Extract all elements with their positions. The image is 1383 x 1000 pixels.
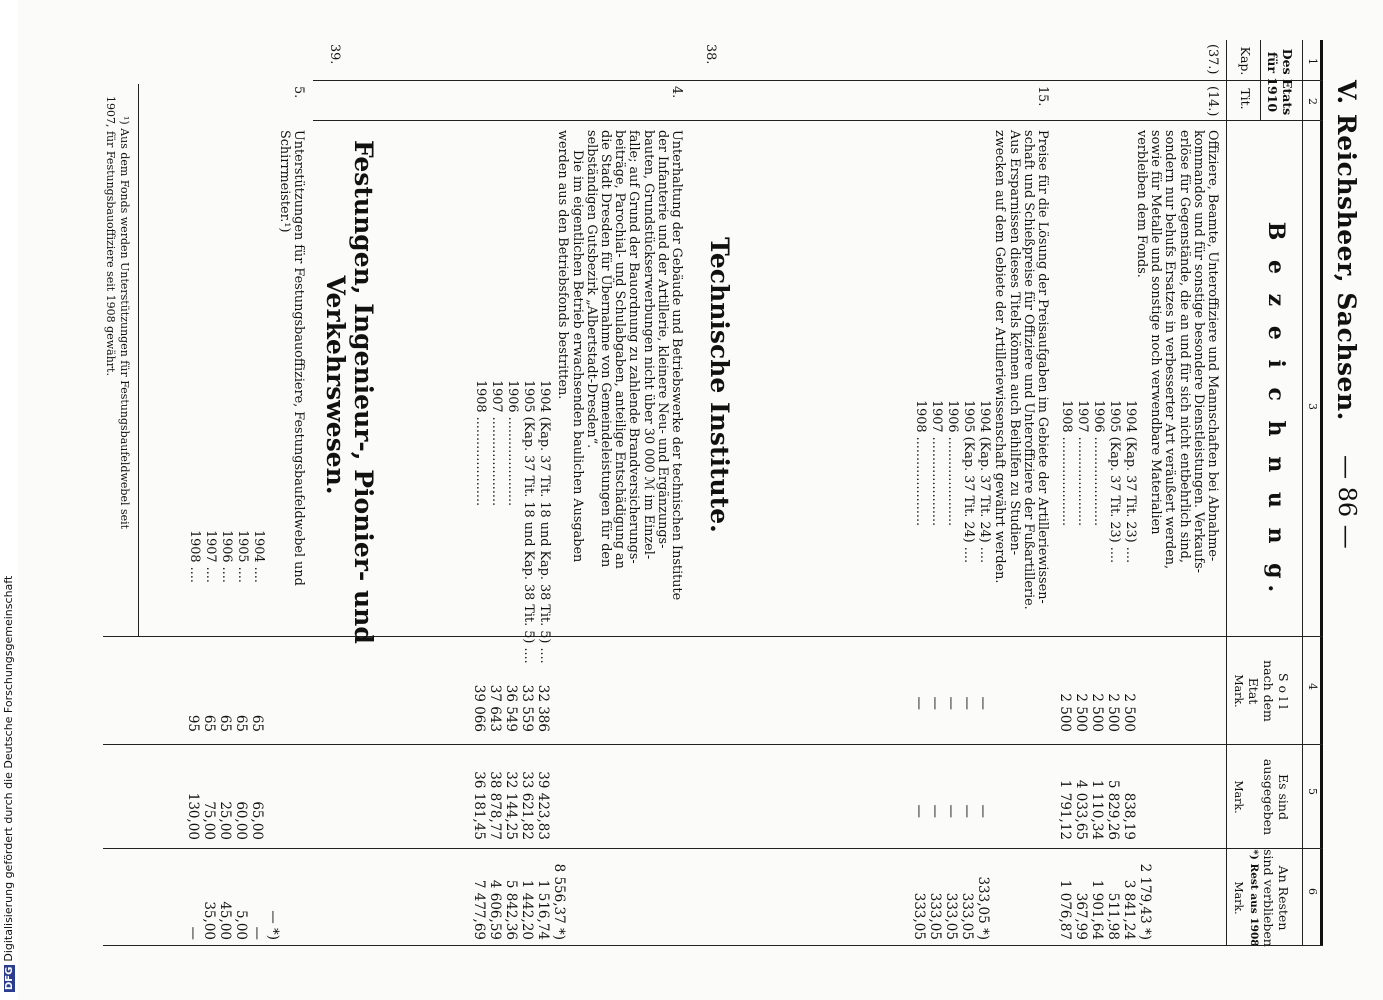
footnote-line: 1907, für Festungsbauoffiziere seit 1908 gewährt.	[104, 96, 117, 376]
soll-value: 2 500	[1057, 693, 1073, 732]
section3-text-line: bauten, Grundstückserwerbungen nicht über 30 000 ℳ im Einzel-	[640, 130, 656, 560]
rest-value: 333,05	[943, 892, 959, 940]
section1-ausgegeben	[1057, 748, 1137, 840]
col5-header	[1231, 744, 1291, 850]
section3-soll	[471, 640, 551, 732]
footnote-line: ¹) Aus dem Fonds werden Unterstützungen für Festungsbaufeldwebel seit	[118, 116, 131, 530]
section3-title: Technische Institute.	[705, 237, 734, 533]
ausgegeben-value: —	[959, 804, 975, 818]
ausgegeben-value: 32 144,25	[503, 771, 519, 840]
col4-header	[1231, 636, 1291, 746]
col1-header-line1: Des Etats	[1280, 48, 1295, 116]
ausgegeben-value: —	[975, 804, 991, 818]
ausgegeben-value: 5 829,26	[1105, 779, 1121, 840]
ausgegeben-value: 75,00	[201, 801, 217, 840]
soll-ausg-divider	[103, 744, 1323, 745]
col4-header-line2: nach dem	[1261, 660, 1276, 722]
page-header-title: V. Reichsheer, Sachsen.	[1332, 80, 1361, 421]
rest-value: 2 179,43 *)	[1137, 863, 1153, 940]
year-row-label: 1908 ......................	[473, 380, 488, 507]
soll-value: 2 500	[1073, 693, 1089, 732]
digitization-credit	[2, 576, 15, 992]
year-row-label: 1906 ......................	[945, 400, 960, 527]
year-row-label: 1906 ......................	[505, 380, 520, 507]
soll-value: 37 643	[487, 684, 503, 732]
year-row-label: 1904 (Kap. 37 Tit. 24) ....	[977, 400, 992, 564]
ausg-rest-divider	[103, 848, 1323, 849]
section3-row-labels	[471, 380, 552, 664]
section1-text-line: sowie für Metalle und sonstige noch verwendbare Materialien	[1148, 130, 1164, 535]
col-number-2: 2	[1306, 98, 1319, 105]
col-number-4: 4	[1306, 683, 1319, 690]
rest-value: — *)	[265, 910, 281, 940]
section3-tit: 4.	[669, 86, 684, 99]
header-bottom-rule	[1226, 40, 1227, 945]
soll-value: 33 559	[519, 684, 535, 732]
year-row-label: 1906 ....	[219, 530, 234, 583]
rest-value: 1 442,20	[519, 879, 535, 940]
col-number-6: 6	[1306, 888, 1319, 895]
soll-value: 65	[201, 714, 217, 732]
rest-value: 5 842,36	[503, 879, 519, 940]
ausgegeben-value: 130,00	[185, 792, 201, 840]
section4-title	[321, 140, 378, 644]
ausgegeben-value: —	[927, 804, 943, 818]
col5-unit: Mark.	[1232, 780, 1245, 814]
rest-value: 8 556,37 *)	[551, 863, 567, 940]
digitization-credit-text: Digitalisierung gefördert durch die Deutsche Forschungsgemeinschaft	[2, 575, 15, 962]
section1-text-line: kommandos und für sonstige besondere Dienstleistungen. Verkaufs-	[1190, 130, 1206, 573]
section3-ausgegeben	[471, 748, 551, 840]
year-row-label: 1907 ......................	[1075, 400, 1090, 527]
soll-value: —	[975, 696, 991, 710]
col4-header-line1: S o l l	[1276, 672, 1291, 709]
section3-text-line: Die im eigentlichen Betrieb erwachsenden baulichen Ausgaben	[569, 150, 585, 563]
year-row-label: 1905 ....	[235, 530, 250, 583]
ausgegeben-value: 25,00	[217, 801, 233, 840]
ausgegeben-value: 33 621,82	[519, 771, 535, 840]
col4-unit: Mark.	[1232, 674, 1245, 708]
rest-value: 1 516,74	[535, 879, 551, 940]
col6-header	[1231, 848, 1291, 948]
section3-text-line: Unterhaltung der Gebäude und Betriebswerke der technischen Institute	[669, 130, 684, 601]
year-row-label: 1907 ......................	[489, 380, 504, 507]
section3-kap: 38.	[703, 44, 718, 65]
ausgegeben-value: 4 033,65	[1073, 779, 1089, 840]
section2-text-line: zwecken auf dem Gebiete der Artilleriewissenschaft gewährt werden.	[992, 130, 1008, 584]
page-number: — 86 —	[1333, 455, 1361, 549]
soll-value: 65	[217, 714, 233, 732]
tit-text-divider	[313, 120, 1323, 121]
ausgegeben-value: —	[911, 804, 927, 818]
section4-text-line: Unterstützungen für Festungsbauoffiziere, Festungsbaufeldwebel und	[291, 130, 306, 586]
section1-text-line: sondern nur behufs Ersatzes in verbesserter Art veräußert werden,	[1162, 130, 1178, 570]
section2-text-line: schaft und Schießpreise für Offiziere und Unteroffiziere der Fußartillerie.	[1020, 130, 1036, 610]
soll-value: —	[911, 696, 927, 710]
col5-header-line2: ausgegeben	[1261, 758, 1276, 836]
section3-text-line: der Infanterie und der Artillerie, kleinere Neu- und Ergänzungs-	[654, 130, 670, 549]
right-border	[103, 945, 1323, 946]
soll-value: —	[959, 696, 975, 710]
section4-title-line: Festungen, Ingenieur-, Pionier- und	[349, 140, 378, 644]
ausgegeben-value: 1 791,12	[1057, 779, 1073, 840]
section2-text-line: Aus Ersparnissen dieses Titels können auch Beihilfen zu Studien-	[1006, 130, 1022, 556]
section1-tit: (14.)	[1205, 86, 1220, 117]
year-row-label: 1905 (Kap. 37 Tit. 24) ....	[961, 400, 976, 564]
soll-value: 65	[233, 714, 249, 732]
rest-value: 367,99	[1073, 892, 1089, 940]
soll-value: 36 549	[503, 684, 519, 732]
col-number-5: 5	[1306, 788, 1319, 795]
ausgegeben-value: —	[943, 804, 959, 818]
col6-header-line3: *) Rest aus 1908	[1248, 849, 1260, 947]
year-row-label: 1906 ......................	[1091, 400, 1106, 527]
col6-unit: Mark.	[1232, 881, 1245, 915]
rest-value: 333,05	[927, 892, 943, 940]
ausgegeben-value: 1 110,34	[1089, 779, 1105, 840]
section3-text-line: falle; auf Grund der Bauordnung zu zahlende Brandversicherungs-	[626, 130, 642, 564]
soll-value: 32 386	[535, 684, 551, 732]
section4-row-labels	[185, 530, 265, 634]
section1-reste	[1057, 852, 1153, 940]
section4-tit: 5.	[291, 86, 306, 99]
col3-header: B e z e i c h n u n g.	[1263, 221, 1289, 599]
number-strip-rule	[1302, 40, 1303, 945]
rest-value: 333,05	[911, 892, 927, 940]
section4-kap: 39.	[327, 44, 342, 65]
footnote-rule	[138, 84, 139, 636]
section4-text-line: Schirrmeister.¹)	[276, 130, 292, 233]
section3-text-line: beiträge, Parochial- und Schulabgaben, anteilige Entschädigung an	[612, 130, 628, 569]
section2-tit: 15.	[1035, 86, 1050, 107]
col4-header-line3: Etat	[1246, 677, 1261, 705]
soll-value: 2 500	[1121, 693, 1137, 732]
year-row-label: 1908 ....	[187, 530, 202, 583]
section1-row-labels	[1057, 400, 1137, 634]
col1-header	[1265, 42, 1295, 122]
table-top-rule	[1320, 40, 1323, 945]
year-row-label: 1905 (Kap. 37 Tit. 23) ....	[1107, 400, 1122, 564]
dfg-logo-icon: DFG	[4, 966, 15, 990]
section3-text	[555, 130, 683, 600]
section3-text-line: werden aus den Betriebsfonds bestritten.	[555, 130, 571, 400]
soll-value: 39 066	[471, 684, 487, 732]
digitization-credit-strip	[0, 0, 18, 1000]
section4-text	[277, 130, 305, 586]
ausgegeben-value: 36 181,45	[471, 771, 487, 840]
year-row-label: 1908 ......................	[1059, 400, 1074, 527]
section3-text-line: die Stadt Dresden für Übernahme von Gemeindeleistungen für den	[597, 130, 613, 568]
ausgegeben-value: 838,19	[1121, 792, 1137, 840]
soll-value: —	[927, 696, 943, 710]
rest-value: 45,00	[217, 901, 233, 940]
section1-kap: (37.)	[1205, 44, 1220, 75]
rest-value: 4 606,59	[487, 879, 503, 940]
ausgegeben-value: 38 878,77	[487, 771, 503, 840]
tit-header: Tit.	[1238, 88, 1253, 110]
rest-value: 7 477,69	[471, 879, 487, 940]
rest-value: —	[185, 926, 201, 940]
section1-soll	[1057, 640, 1137, 732]
ausgegeben-value: 60,00	[233, 801, 249, 840]
section3-reste	[471, 852, 567, 940]
footnote	[103, 96, 131, 529]
section2-text-line: Preise für die Lösung der Preisaufgaben im Gebiete der Artilleriewissen-	[1035, 130, 1050, 604]
year-row-label: 1907 ....	[203, 530, 218, 583]
section2-text	[992, 130, 1049, 610]
rest-value: 511,98	[1105, 892, 1121, 940]
soll-value: 2 500	[1105, 693, 1121, 732]
ausgegeben-value: 65,00	[249, 801, 265, 840]
rest-value: 3 841,24	[1121, 879, 1137, 940]
year-row-label: 1907 ......................	[929, 400, 944, 527]
section1-text	[1134, 130, 1219, 573]
year-row-label: 1904 ....	[251, 530, 266, 583]
col-number-3: 3	[1306, 403, 1319, 410]
rest-value: 1 901,64	[1089, 879, 1105, 940]
section1-text-line: verbleiben dem Fonds.	[1133, 130, 1149, 278]
soll-value: 2 500	[1089, 693, 1105, 732]
col6-header-line1: An Resten	[1276, 865, 1291, 931]
col5-header-line1: Es sind	[1276, 774, 1291, 820]
section4-soll	[185, 640, 265, 732]
section1-text-line: Offiziere, Beamte, Unteroffiziere und Mannschaften bei Abnahme-	[1205, 130, 1220, 562]
year-row-label: 1905 (Kap. 37 Tit. 18 und Kap. 38 Tit. 5) ....	[521, 380, 536, 664]
rest-value: 333,05 *)	[975, 876, 991, 940]
rest-value: —	[249, 926, 265, 940]
soll-value: —	[943, 696, 959, 710]
year-row-label: 1904 (Kap. 37 Tit. 18 und Kap. 38 Tit. 5) ....	[537, 380, 552, 664]
section2-row-labels	[911, 400, 991, 634]
section3-text-line: selbständigen Gutsbezirk „Albertstadt-Dresden“.	[583, 130, 599, 449]
col6-header-line2: sind verblieben	[1261, 849, 1276, 947]
section1-text-line: erlöse für Gegenstände, die an und für sich nicht entbehrlich sind,	[1176, 130, 1192, 563]
rest-value: 333,05	[959, 892, 975, 940]
section2-soll	[911, 640, 991, 710]
rest-value: 5,00	[233, 909, 249, 940]
kap-header: Kap.	[1238, 46, 1253, 76]
ausgegeben-value: 39 423,83	[535, 771, 551, 840]
col-number-1: 1	[1306, 58, 1319, 65]
soll-value: 95	[185, 714, 201, 732]
text-soll-divider	[103, 636, 1323, 637]
year-row-label: 1908 ......................	[913, 400, 928, 527]
section2-ausgegeben	[911, 748, 991, 818]
section4-title-line: Verkehrswesen.	[321, 275, 350, 495]
section2-reste	[911, 852, 991, 940]
kap-tit-divider	[313, 80, 1323, 81]
section4-ausgegeben	[185, 748, 265, 840]
col1-header-line2: für 1910	[1265, 51, 1280, 113]
rest-value: 35,00	[201, 901, 217, 940]
year-row-label: 1904 (Kap. 37 Tit. 23) ....	[1123, 400, 1138, 564]
rest-value: 1 076,87	[1057, 879, 1073, 940]
section4-reste	[185, 852, 281, 940]
soll-value: 65	[249, 714, 265, 732]
